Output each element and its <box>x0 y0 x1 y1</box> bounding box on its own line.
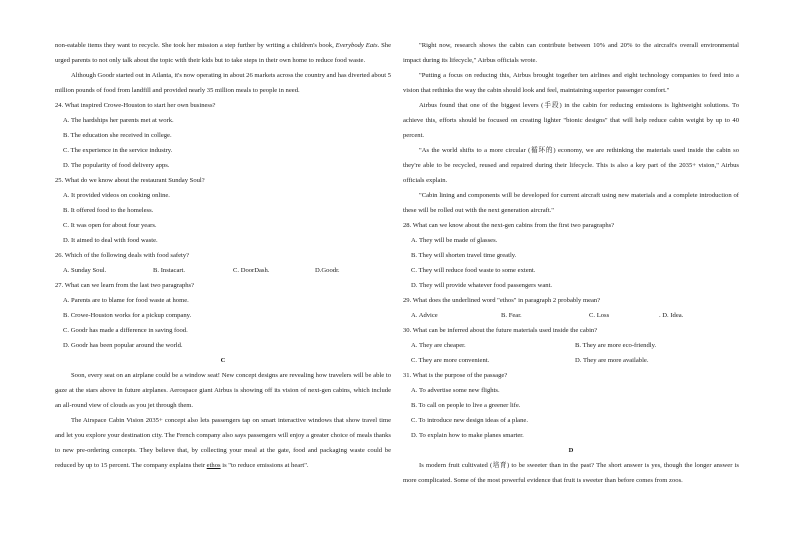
question-31-stem: 31. What is the purpose of the passage? <box>403 372 508 379</box>
q28-option-d: D. They will provide whatever food passengers want. <box>411 282 553 289</box>
q27-option-d: D. Goodr has been popular around the world. <box>63 342 183 349</box>
q24-option-c: C. The experience in the service industry. <box>63 147 173 154</box>
q31-option-a: A. To advertise some new flights. <box>411 387 500 394</box>
q27-option-a: A. Parents are to blame for food waste at home. <box>63 297 189 304</box>
question-30-stem: 30. What can be inferred about the future materials used inside the cabin? <box>403 327 598 334</box>
q30-options-row1 <box>403 338 739 353</box>
q28-option-c: C. They will reduce food waste to some extent. <box>411 267 536 274</box>
q30-option-d: D. They are more available. <box>575 357 649 364</box>
passage-c-paragraph: "Cabin lining and components will be developed for current aircraft using new materials and a complete introduction of these will be rolled out with the next generation aircraft." <box>403 192 739 214</box>
passage-c-paragraph: "As the world shifts to a more circular (循环的) economy, we are rethinking the materials used inside the cabin so they're able to be recycled, reused and repaired during their lifecycle. This is also a key part of the 2035+ vision," Airbus officials explain. <box>403 147 739 184</box>
q25-option-d: D. It aimed to deal with food waste. <box>63 237 158 244</box>
passage-c-paragraph: "Putting a focus on reducing this, Airbus brought together ten airlines and eight technology companies to feed into a vision that rethinks the way the cabin should look and feel, maintaining superior passenger comfort." <box>403 72 739 94</box>
q26-option-b: B. Instacart. <box>153 267 186 274</box>
right-column <box>403 38 739 488</box>
question-26-stem: 26. Which of the following deals with food safety? <box>55 252 190 259</box>
passage-c-paragraph: "Right now, research shows the cabin can contribute between 10% and 20% to the aircraft's overall environmental impact during its lifecycle," Airbus officials wrote. <box>403 42 739 64</box>
section-d-heading: D <box>568 447 574 454</box>
section-c-heading: C <box>220 357 226 364</box>
underlined-word-ethos: ethos <box>206 462 221 469</box>
question-24-stem: 24. What inspired Crowe-Houston to start her own business? <box>55 102 216 109</box>
q29-option-b: B. Fear. <box>501 312 522 319</box>
q29-option-c: C. Loss <box>589 312 610 319</box>
q29-options <box>403 308 739 323</box>
passage-b-paragraph: Although Goodr started out in Atlanta, it's now operating in about 26 markets across the country and has diverted about 5 million pounds of food from landfill and provided nearly 35 million meals to people in need. <box>55 72 392 94</box>
q24-option-a: A. The hardships her parents met at work. <box>63 117 174 124</box>
q25-option-a: A. It provided videos on cooking online. <box>63 192 170 199</box>
passage-c-paragraph: Airbus found that one of the biggest levers (手段) in the cabin for reducing emissions is lightweight solutions. To achieve this, efforts should be focused on creating lighter "bionic designs" that will help reduce cabin weight by up to 40 percent. <box>403 102 739 139</box>
q28-option-a: A. They will be made of glasses. <box>411 237 498 244</box>
q24-option-b: B. The education she received in college. <box>63 132 172 139</box>
q31-option-d: D. To explain how to make planes smarter. <box>411 432 524 439</box>
q25-option-b: B. It offered food to the homeless. <box>63 207 154 214</box>
question-27-stem: 27. What can we learn from the last two paragraphs? <box>55 282 195 289</box>
q29-option-a: A. Advice <box>411 312 438 319</box>
question-28-stem: 28. What can we know about the next-gen cabins from the first two paragraphs? <box>403 222 615 229</box>
q25-option-c: C. It was open for about four years. <box>63 222 157 229</box>
q31-option-c: C. To introduce new design ideas of a plane. <box>411 417 528 424</box>
q26-option-d: D.Goodr. <box>315 267 340 274</box>
q30-option-c: C. They are more convenient. <box>411 357 490 364</box>
question-29-stem: 29. What does the underlined word "ethos" in paragraph 2 probably mean? <box>403 297 601 304</box>
q30-option-b: B. They are more eco-friendly. <box>575 342 657 349</box>
q31-option-b: B. To call on people to live a greener life. <box>411 402 521 409</box>
passage-b-paragraph: non-eatable items they want to recycle. She took her mission a step further by writing a children's book, Everybody Eats. She urged parents to not only talk about the topic with their kids but to take steps in their own home to reduce food waste. <box>55 42 392 64</box>
left-column <box>55 38 391 473</box>
question-25-stem: 25. What do we know about the restaurant Sunday Soul? <box>55 177 205 184</box>
passage-c-paragraph: Soon, every seat on an airplane could be a window seat! New concept designs are revealing how travelers will be able to gaze at the stars above in future airplanes. Aerospace giant Airbus is showing off its vision of next-gen cabins, which include an all-round view of clouds as you jet through them. <box>55 372 391 409</box>
q30-option-a: A. They are cheaper. <box>411 342 466 349</box>
q30-options-row2 <box>403 353 739 368</box>
passage-d-paragraph: Is modern fruit cultivated (培育) to be sweeter than in the past? The short answer is yes, though the longer answer is more complicated. Some of the most powerful evidence that fruit is sweeter than before comes from zoos. <box>403 462 739 484</box>
q27-option-b: B. Crowe-Houston works for a pickup company. <box>63 312 192 319</box>
q26-option-c: C. DoorDash. <box>233 267 270 274</box>
q28-option-b: B. They will shorten travel time greatly. <box>411 252 517 259</box>
q24-option-d: D. The popularity of food delivery apps. <box>63 162 170 169</box>
passage-c-paragraph: The Airspace Cabin Vision 2035+ concept also lets passengers tap on smart interactive windows that show travel time and let you explore your destination city. The French company also says passengers will enjoy a greater choice of meals thanks to new pre-ordering concepts. They believe that, by collecting your meal at the gate, food and packaging waste could be reduced by up to 15 percent. The company explains their ethos is "to reduce emissions at heart". <box>55 417 391 469</box>
book-title: Everybody Eats <box>335 42 378 49</box>
q26-options <box>55 263 391 278</box>
q26-option-a: A. Sunday Soul. <box>63 267 107 274</box>
q29-option-d: . D. Idea. <box>659 312 684 319</box>
q27-option-c: C. Goodr has made a difference in saving food. <box>63 327 188 334</box>
